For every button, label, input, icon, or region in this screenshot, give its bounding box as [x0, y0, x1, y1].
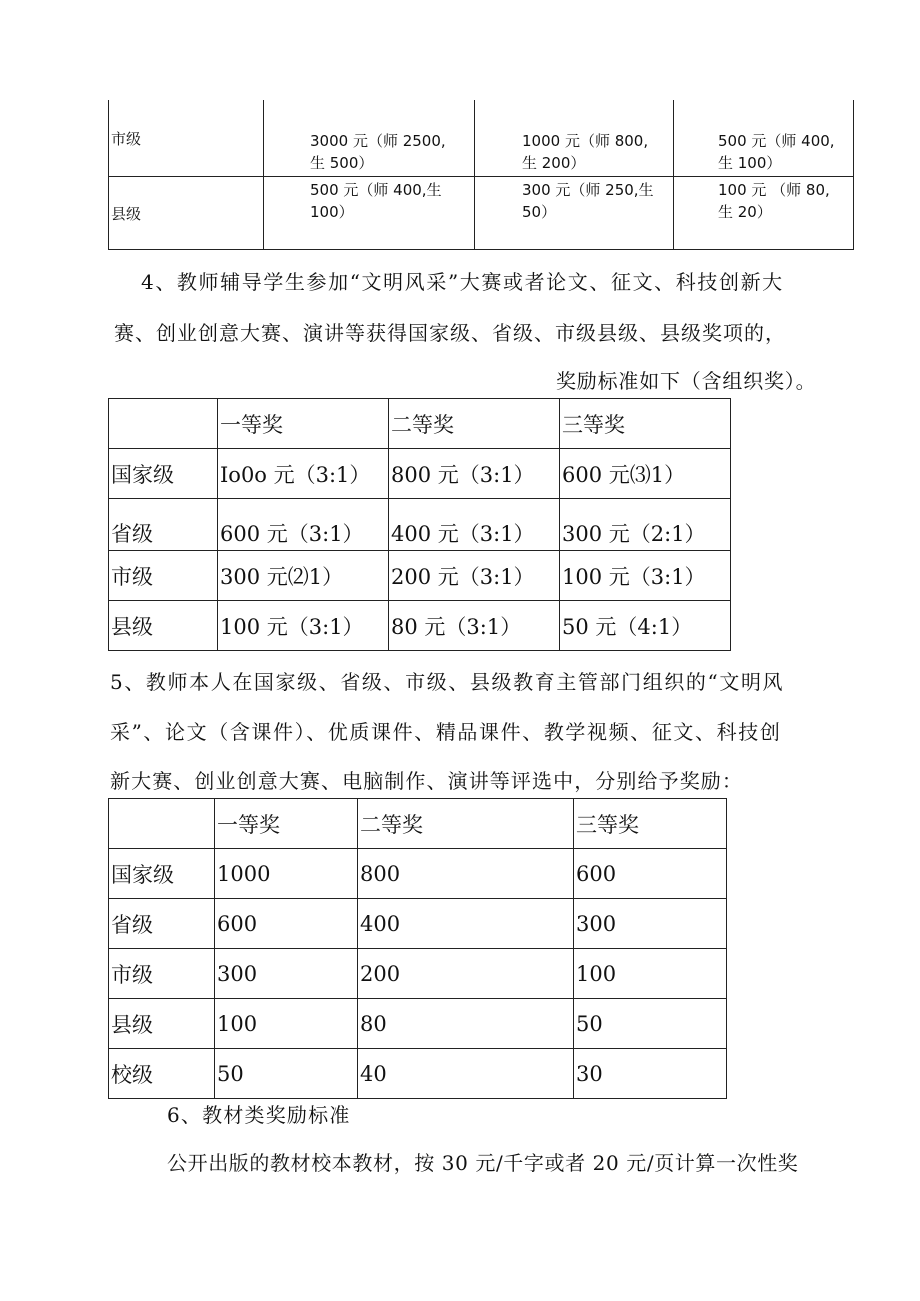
section4-line1: 4、教师辅导学生参加“文明风采”大赛或者论文、征文、科技创新大 — [141, 270, 784, 294]
table-cell: 40 — [358, 1049, 574, 1099]
table-row — [109, 899, 727, 949]
cell-value: 500 元（师 400, 生 100） — [718, 132, 835, 172]
table-header-cell: 一等奖 — [218, 399, 389, 449]
row-label: 国家级 — [109, 449, 218, 499]
table-cell — [109, 177, 264, 250]
table-header-cell: 一等奖 — [215, 799, 358, 849]
section4-line3: 奖励标准如下（含组织奖）。 — [556, 369, 817, 393]
table-cell — [475, 177, 674, 250]
table-row — [109, 449, 731, 499]
table-row — [109, 551, 731, 601]
table-header-cell: 二等奖 — [389, 399, 560, 449]
row-label: 县级 — [109, 601, 218, 651]
row-label: 县级 — [109, 999, 215, 1049]
table-cell: 80 元（3:1） — [389, 601, 560, 651]
table-cell — [109, 799, 215, 849]
table-cell: 300 元⑵1） — [218, 551, 389, 601]
table-row — [109, 177, 854, 250]
row-label: 市级 — [109, 551, 218, 601]
table-cell: 600 元⑶1） — [560, 449, 731, 499]
table-row — [109, 499, 731, 551]
table-row — [109, 999, 727, 1049]
table-cell: 800 — [358, 849, 574, 899]
table-header-row — [109, 399, 731, 449]
guidance-award-table — [108, 398, 731, 651]
table-cell: 300 元（2:1） — [560, 499, 731, 551]
table-cell: 600 — [574, 849, 727, 899]
table-row — [109, 949, 727, 999]
table-cell — [674, 177, 854, 250]
section6-heading: 6、教材类奖励标准 — [167, 1103, 351, 1127]
table-row — [109, 601, 731, 651]
table-row — [109, 100, 854, 177]
table-cell: 300 — [215, 949, 358, 999]
table-cell — [109, 100, 264, 177]
section5-line2: 采”、论文（含课件）、优质课件、精品课件、教学视频、征文、科技创 — [110, 720, 782, 744]
table-header-cell: 三等奖 — [560, 399, 731, 449]
table-cell: 30 — [574, 1049, 727, 1099]
table-row — [109, 1049, 727, 1099]
table-cell: 1000 — [215, 849, 358, 899]
row-label: 省级 — [109, 899, 215, 949]
table-cell: 50 元（4:1） — [560, 601, 731, 651]
table-header-cell: 三等奖 — [574, 799, 727, 849]
table-cell: 600 — [215, 899, 358, 949]
table-cell: 50 — [215, 1049, 358, 1099]
table-cell — [264, 100, 475, 177]
table-cell: 200 元（3:1） — [389, 551, 560, 601]
table-cell — [264, 177, 475, 250]
row-label: 国家级 — [109, 849, 215, 899]
cell-value: 3000 元（师 2500,生 500） — [310, 132, 446, 172]
cell-value: 300 元（师 250,生 50） — [522, 181, 654, 221]
table-cell: 80 — [358, 999, 574, 1049]
table-cell: 600 元（3:1） — [218, 499, 389, 551]
row-label: 市级 — [111, 130, 142, 148]
table-cell: 100 — [574, 949, 727, 999]
table-cell: 300 — [574, 899, 727, 949]
cell-value: 100 元 （师 80,生 20） — [718, 181, 830, 221]
row-label: 省级 — [109, 499, 218, 551]
table-cell — [109, 399, 218, 449]
reward-table-continued — [108, 100, 854, 250]
section6-line1: 公开出版的教材校本教材，按 30 元/千字或者 20 元/页计算一次性奖 — [167, 1151, 799, 1175]
table-cell: 800 元（3:1） — [389, 449, 560, 499]
table-header-cell: 二等奖 — [358, 799, 574, 849]
teacher-award-table — [108, 798, 727, 1099]
table-cell: 100 元（3:1） — [218, 601, 389, 651]
row-label: 市级 — [109, 949, 215, 999]
table-row — [109, 849, 727, 899]
table-cell: 400 — [358, 899, 574, 949]
cell-value: 500 元（师 400,生 100） — [310, 181, 442, 221]
table-cell: 200 — [358, 949, 574, 999]
row-label: 县级 — [111, 205, 142, 223]
section4-line2: 赛、创业创意大赛、演讲等获得国家级、省级、市级县级、县级奖项的， — [114, 321, 786, 345]
section5-line3: 新大赛、创业创意大赛、电脑制作、演讲等评选中，分别给予奖励： — [110, 769, 743, 793]
cell-value: 1000 元（师 800, 生 200） — [522, 132, 649, 172]
table-cell — [674, 100, 854, 177]
row-label: 校级 — [109, 1049, 215, 1099]
section5-line1: 5、教师本人在国家级、省级、市级、县级教育主管部门组织的“文明风 — [110, 670, 785, 694]
table-cell: 100 元（3:1） — [560, 551, 731, 601]
table-cell: Io0o 元（3:1） — [218, 449, 389, 499]
table-cell — [475, 100, 674, 177]
table-cell: 50 — [574, 999, 727, 1049]
table-header-row — [109, 799, 727, 849]
table-cell: 100 — [215, 999, 358, 1049]
table-cell: 400 元（3:1） — [389, 499, 560, 551]
